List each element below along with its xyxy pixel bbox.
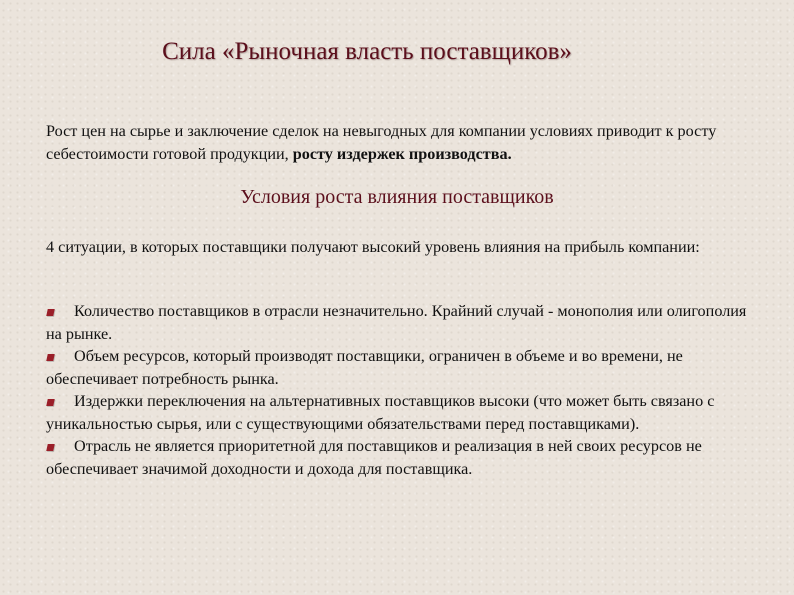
bullet-text: Отрасль не является приоритетной для поставщиков и реализация в ней своих ресурсов не обеспечивает значимой доходности и дохода для поставщика. <box>46 437 702 478</box>
lead-paragraph: 4 ситуации, в которых поставщики получают высокий уровень влияния на прибыль компании: <box>46 238 700 256</box>
bullet-icon <box>46 399 54 406</box>
bullet-text: Количество поставщиков в отрасли незначительно. Крайний случай - монополия или олигополия на рынке. <box>46 302 747 343</box>
section-subtitle: Условия роста влияния поставщиков <box>240 186 554 208</box>
bullet-item <box>46 390 761 435</box>
bullet-item <box>46 435 761 480</box>
bullet-icon <box>46 354 54 361</box>
intro-emphasis: росту издержек производства. <box>292 144 512 163</box>
intro-paragraph <box>46 120 761 165</box>
bullet-text: Издержки переключения на альтернативных поставщиков высоки (что может быть связано с уникальностью сырья, или с существующими обязательствами перед поставщиками). <box>46 392 715 433</box>
bullet-item <box>46 345 761 390</box>
bullet-text: Объем ресурсов, который производят поставщики, ограничен в объеме и во времени, не обеспечивает потребность рынка. <box>46 347 683 388</box>
bullet-item <box>46 300 761 345</box>
bullet-icon <box>46 309 54 316</box>
intro-text: Рост цен на сырье и заключение сделок на невыгодных для компании условиях приводит к росту себестоимости готовой продукции, <box>46 122 717 163</box>
bullet-icon <box>46 444 54 451</box>
slide-title: Сила «Рыночная власть поставщиков» <box>162 38 572 65</box>
bullet-list <box>46 300 761 480</box>
